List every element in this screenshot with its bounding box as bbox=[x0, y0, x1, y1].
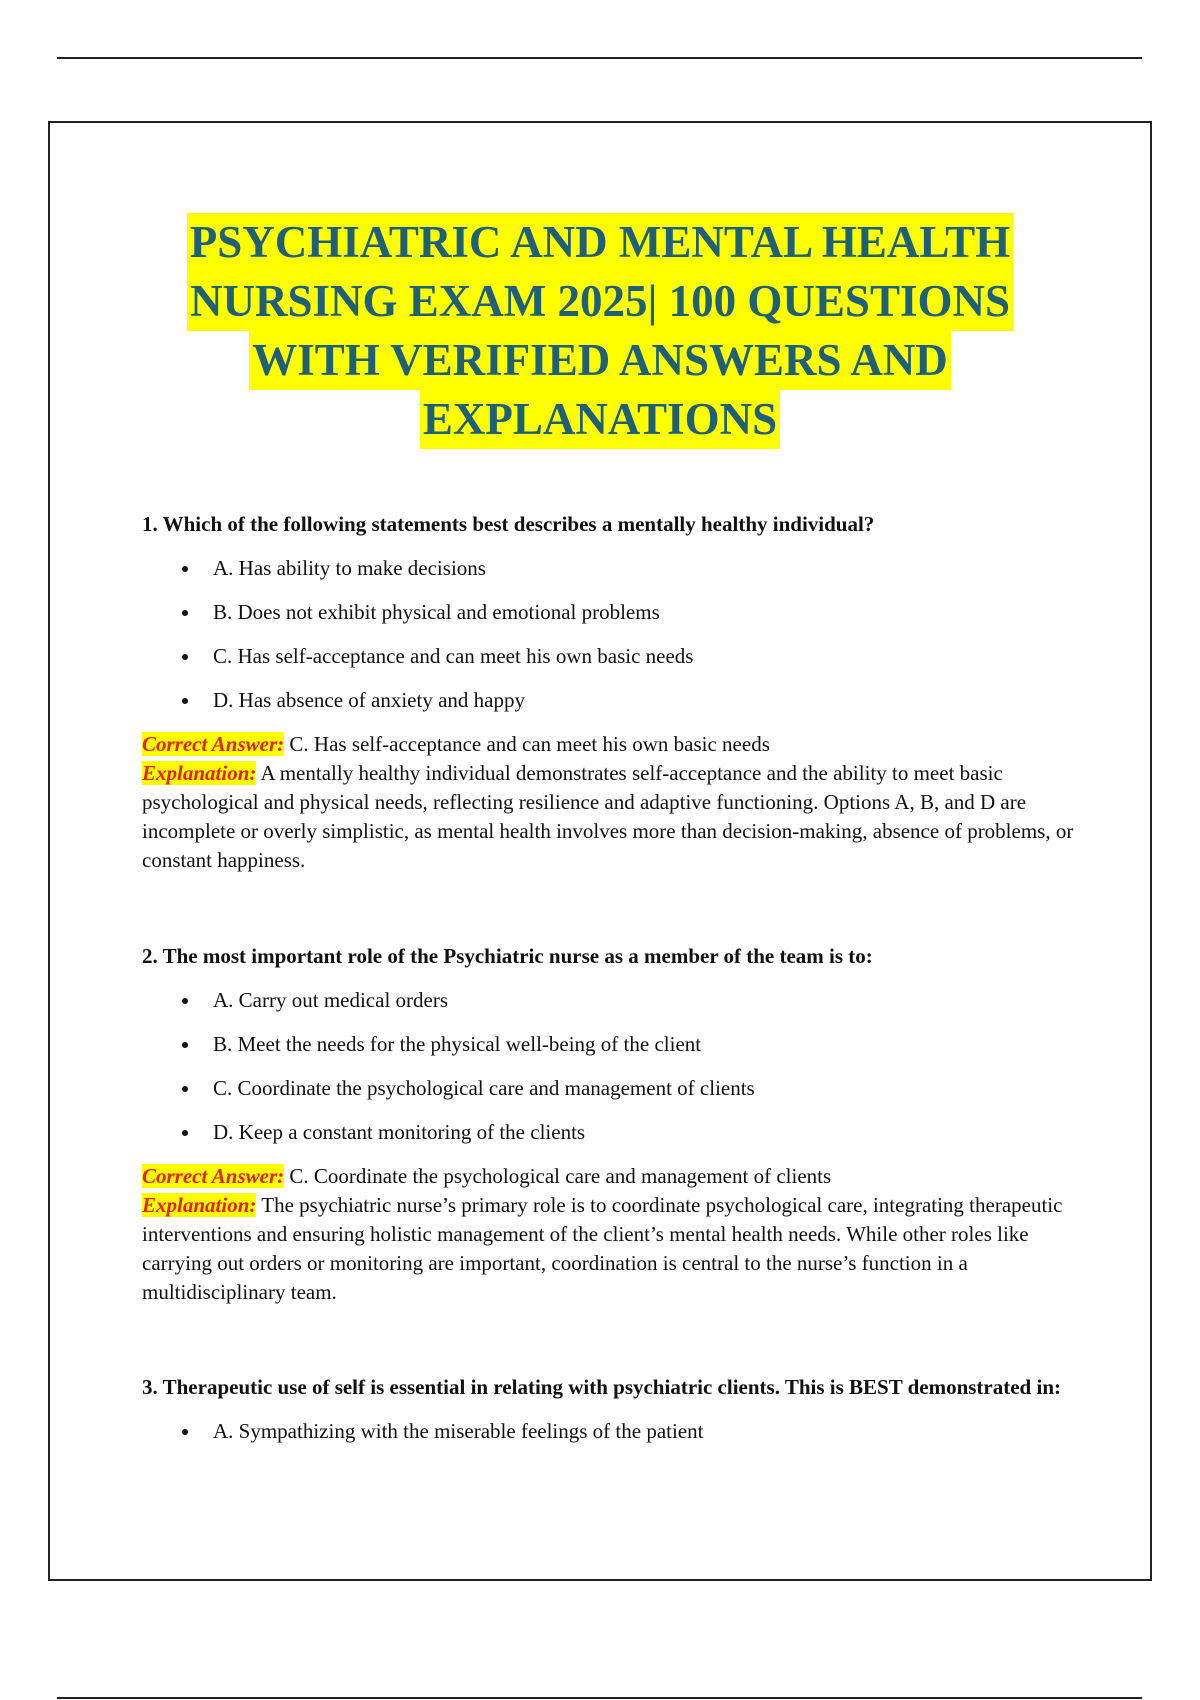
option-item: B. Meet the needs for the physical well-being of the client bbox=[142, 1030, 1082, 1059]
title-line: PSYCHIATRIC AND MENTAL HEALTH bbox=[187, 213, 1014, 272]
question-text: 3. Therapeutic use of self is essential in relating with psychiatric clients. This is BEST demonstrated in: bbox=[142, 1375, 1061, 1399]
explanation bbox=[142, 759, 1082, 875]
title-line: EXPLANATIONS bbox=[420, 390, 780, 449]
title-line: NURSING EXAM 2025| 100 QUESTIONS bbox=[187, 272, 1013, 331]
answer-block bbox=[142, 730, 1082, 875]
option-item: A. Sympathizing with the miserable feelings of the patient bbox=[142, 1417, 1082, 1446]
question-3 bbox=[142, 1373, 1082, 1446]
explanation bbox=[142, 1191, 1082, 1307]
option-list bbox=[142, 986, 1082, 1147]
explanation-text: A mentally healthy individual demonstrates self-acceptance and the ability to meet basic psychological and physical needs, reflecting resilience and adaptive functioning. Options A, B, and D are incomplete or overly simplistic, as mental health involves more than decision-making, absence of problems, or constant happiness. bbox=[142, 761, 1074, 872]
question-text: 1. Which of the following statements best describes a mentally healthy individual? bbox=[142, 512, 875, 536]
option-item: D. Keep a constant monitoring of the clients bbox=[142, 1118, 1082, 1147]
correct-answer bbox=[142, 730, 1082, 759]
option-item: C. Has self-acceptance and can meet his own basic needs bbox=[142, 642, 1082, 671]
document-title bbox=[120, 213, 1080, 449]
option-item: A. Has ability to make decisions bbox=[142, 554, 1082, 583]
option-list bbox=[142, 1417, 1082, 1446]
correct-answer bbox=[142, 1162, 1082, 1191]
correct-answer-text: C. Coordinate the psychological care and management of clients bbox=[289, 1164, 832, 1188]
question-2 bbox=[142, 942, 1082, 1307]
option-item: D. Has absence of anxiety and happy bbox=[142, 686, 1082, 715]
correct-answer-label: Correct Answer: bbox=[142, 1164, 285, 1188]
option-item: A. Carry out medical orders bbox=[142, 986, 1082, 1015]
explanation-label: Explanation: bbox=[142, 1193, 257, 1217]
option-list bbox=[142, 554, 1082, 715]
explanation-label: Explanation: bbox=[142, 761, 257, 785]
title-line: WITH VERIFIED ANSWERS AND bbox=[249, 331, 951, 390]
option-item: C. Coordinate the psychological care and management of clients bbox=[142, 1074, 1082, 1103]
header-rule bbox=[57, 57, 1142, 59]
option-item: B. Does not exhibit physical and emotional problems bbox=[142, 598, 1082, 627]
explanation-text: The psychiatric nurse’s primary role is to coordinate psychological care, integrating therapeutic interventions and ensuring holistic management of the client’s mental health needs. While other roles like carrying out orders or monitoring are important, coordination is central to the nurse’s function in a multidisciplinary team. bbox=[142, 1193, 1063, 1304]
correct-answer-text: C. Has self-acceptance and can meet his own basic needs bbox=[289, 732, 770, 756]
answer-block bbox=[142, 1162, 1082, 1307]
footer-rule bbox=[57, 1697, 1142, 1699]
question-1 bbox=[142, 510, 1082, 875]
question-text: 2. The most important role of the Psychiatric nurse as a member of the team is to: bbox=[142, 944, 873, 968]
correct-answer-label: Correct Answer: bbox=[142, 732, 285, 756]
